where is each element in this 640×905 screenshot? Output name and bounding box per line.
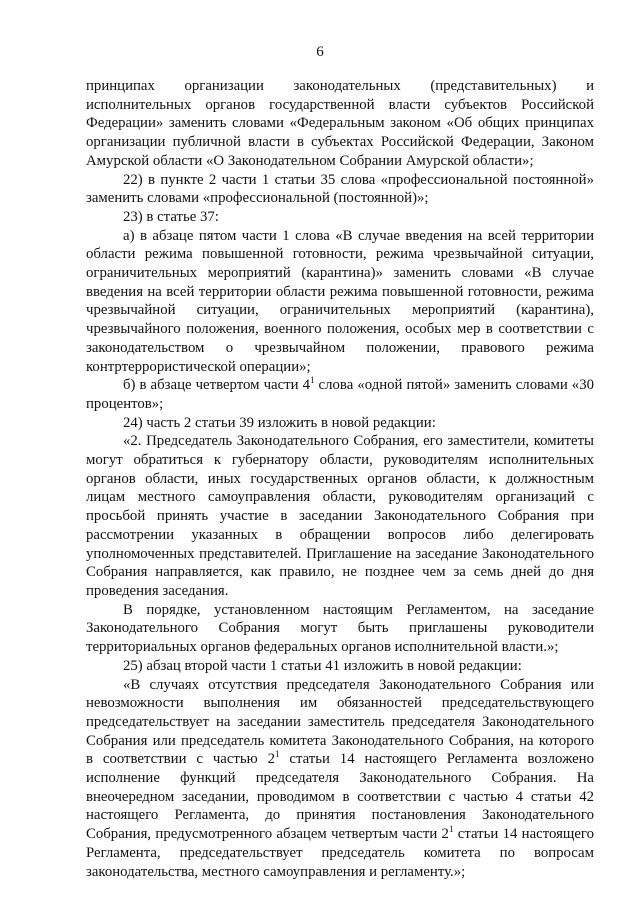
paragraph-item-23a: а) в абзаце пятом части 1 слова «В случае введения на всей территории области режима повышенной готовности, режима чрезвычайной ситуации, ограничительных мероприятий (карантина)» заменить словами «В случае введения на всей территории области режима повышенной готовности, режима чрезвычайной ситуации, ограничительных мероприятий (карантина), чрезвычайного положения, военного положения, особых мер в соответствии с законодательством о чрезвычайном положении, правового режима контртеррористической операции»; <box>86 227 594 375</box>
document-body <box>86 77 594 881</box>
text-segment: «В случаях отсутствия председателя Законодательного Собрания или невозможности выполнения им обязанностей председательствующего председательствует на заседании заместитель председателя Законодательного Собрания или председатель комитета Законодательного Собрания, на которого в соответствии с частью 2 <box>86 676 594 768</box>
paragraph-quote-continuation: В порядке, установленном настоящим Регламентом, на заседание Законодательного Собрания могут быть приглашены руководители территориальных органов федеральных органов исполнительной власти.»; <box>86 601 594 656</box>
superscript: 1 <box>310 375 315 386</box>
text-segment: статьи 14 настоящего Регламента возложено исполнение функций председателя Законодательного Собрания. На внеочередном заседании, проводимом в соответствии с частью 4 статьи 42 настоящего Регламента, до принятия постановления Законодательного Собрания, предусмотренного абзацем четвертым части 2 <box>86 751 594 843</box>
superscript: 1 <box>448 824 454 835</box>
text-segment: статьи 14 настоящего Регламента, председательствует председатель комитета по вопросам законодательства, местного самоуправления и регламенту.»; <box>86 826 594 880</box>
paragraph-item-24: 24) часть 2 статьи 39 изложить в новой редакции: <box>123 414 436 431</box>
text-segment: слова «одной пятой» заменить словами «30 процентов»; <box>86 377 594 412</box>
paragraph-item-22: 22) в пункте 2 части 1 статьи 35 слова «профессиональной постоянной» заменить словами «профессиональной (постоянной)»; <box>86 171 594 207</box>
page-number: 6 <box>316 44 324 60</box>
superscript: 1 <box>274 749 280 760</box>
paragraph-quote-article-41 <box>86 676 594 882</box>
text-segment: б) в абзаце четвертом части 4 <box>123 377 310 394</box>
paragraph-continuation: принципах организации законодательных (представительных) и исполнительных органов государственной власти субъектов Российской Федерации» заменить словами «Федеральным законом «Об общих принципах организации публичной власти в субъектах Российской Федерации, Законом Амурской области «О Законодательном Собрании Амурской области»; <box>86 78 594 169</box>
paragraph-item-23: 23) в статье 37: <box>123 208 219 225</box>
paragraph-item-23b <box>86 376 594 413</box>
paragraph-quote-article-39-part-2: «2. Председатель Законодательного Собрания, его заместители, комитеты могут обратиться к губернатору области, руководителям исполнительных органов области, иных государственных органов области, к должностным лицам местного самоуправления области, руководителям организаций с просьбой принять участие в заседании Законодательного Собрания при рассмотрении указанных в обращении вопросов либо делегировать уполномоченных представителей. Приглашение на заседание Законодательного Собрания направляется, как правило, не позднее чем за семь дней до дня проведения заседания. <box>86 433 594 599</box>
paragraph-item-25: 25) абзац второй части 1 статьи 41 изложить в новой редакции: <box>123 657 522 674</box>
